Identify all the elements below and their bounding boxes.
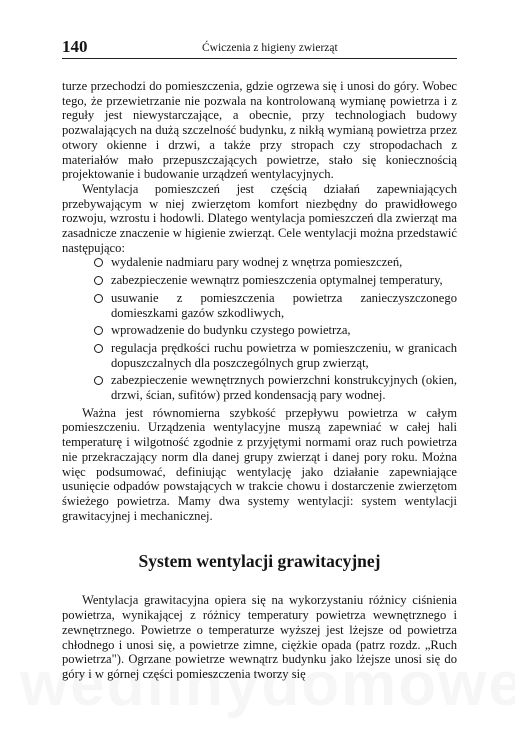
paragraph-ventilation-purpose: Wentylacja pomieszczeń jest częścią działań zapewniających przebywającym w niej zwierzętom komfort niezbędny do prawidłowego rozwoju, wzrostu i hodowli. Dlatego wentylacja pomieszczeń dla zwierząt ma zasadnicze znaczenie w higienie zwierząt. Cele wentylacji można przedstawić następująco: xyxy=(62,181,457,255)
paragraph-continuation: turze przechodzi do pomieszczenia, gdzie ogrzewa się i unosi do góry. Wobec tego, że przewietrzanie nie pozwala na kontrolowaną wymianę powietrza i z reguły jest niewystarczające, a obecnie, przy technologiach budowy pozwalających na dużą szczelność budynku, z nikłą wymianą powietrza przez otwory okienne i drzwi, a także przy stropach czy stropodachach z materiałów mało przepuszczających powietrze, stało się koniecznością projektowanie i budowanie urządzeń wentylacyjnych. xyxy=(62,79,457,182)
running-title: Ćwiczenia z higieny zwierząt xyxy=(202,42,338,54)
list-item-text: zabezpieczenie wewnętrznych powierzchni konstrukcyjnych (okien, drzwi, ścian, sufitów) przed kondensacją pary wodnej. xyxy=(111,373,457,403)
paragraph-gravity-ventilation: Wentylacja grawitacyjna opiera się na wykorzystaniu różnicy ciśnienia powietrza, wynikającej z różnicy temperatury powietrza wewnętrznego i zewnętrznego. Powietrze o temperaturze wyższej jest lżejsze od powietrza chłodnego i unosi się, a powietrze zimne, ciężkie opada (patrz rozdz. „Ruch powietrza"). Ogrzane powietrze wewnątrz budynku jako lżejsze unosi się do góry i w górnej części pomieszczenia tworzy się xyxy=(62,593,457,681)
paragraph-airflow: Ważna jest równomierna szybkość przepływu powietrza w całym pomieszczeniu. Urządzenia wentylacyjne muszą zapewniać w całej hali temperaturę i wilgotność zgodnie z przyjętymi normami oraz ruch powietrza nie przekraczający norm dla danej grupy zwierząt i danej pory roku. Można więc podsumować, definiując wentylację jako działanie zapewniające usunięcie odpadów powstających w trakcie chowu i dostarczenie zwierzętom świeżego powietrza. Mamy dwa systemy wentylacji: system wentylacji grawitacyjnej i mechanicznej. xyxy=(62,405,457,523)
list-item-text: zabezpieczenie wewnątrz pomieszczenia optymalnej temperatury, xyxy=(111,273,443,288)
header-rule xyxy=(62,58,457,59)
page-body xyxy=(62,79,457,682)
list-item-text: usuwanie z pomieszczenia powietrza zanieczyszczonego domieszkami gazów szkodliwych, xyxy=(111,290,457,320)
list-item xyxy=(94,273,457,288)
circle-bullet-icon xyxy=(94,294,103,303)
list-item-text: regulacja prędkości ruchu powietrza w pomieszczeniu, w granicach dopuszczalnych dla poszczególnych grup zwierząt, xyxy=(111,340,457,370)
list-item-text: wydalenie nadmiaru pary wodnej z wnętrza pomieszczeń, xyxy=(111,255,403,270)
page-header xyxy=(62,37,457,59)
circle-bullet-icon xyxy=(94,258,103,267)
circle-bullet-icon xyxy=(94,326,103,335)
ventilation-goals-list xyxy=(62,255,457,402)
circle-bullet-icon xyxy=(94,376,103,385)
circle-bullet-icon xyxy=(94,276,103,285)
list-item-text: wprowadzenie do budynku czystego powietrza, xyxy=(111,323,351,338)
list-item xyxy=(94,255,457,270)
page-number: 140 xyxy=(62,37,88,56)
circle-bullet-icon xyxy=(94,344,103,353)
section-heading: System wentylacji grawitacyjnej xyxy=(138,551,381,572)
list-item xyxy=(94,323,457,338)
list-item xyxy=(94,291,457,320)
list-item xyxy=(94,373,457,402)
list-item xyxy=(94,341,457,370)
